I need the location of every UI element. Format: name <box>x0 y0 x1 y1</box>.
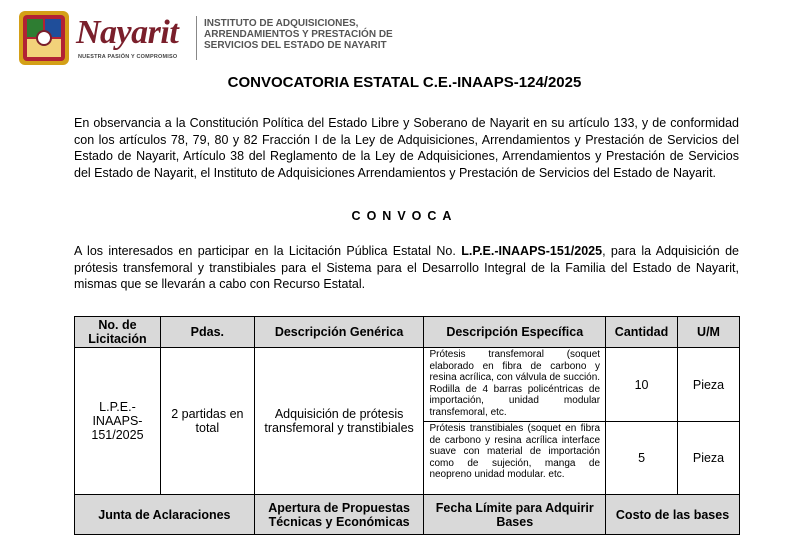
institute-line: INSTITUTO DE ADQUISICIONES, <box>204 18 359 29</box>
unit-cell: Pieza <box>678 348 740 422</box>
institute-name <box>204 18 424 51</box>
column-header: Descripción Genérica <box>254 317 424 348</box>
institute-line: ARRENDAMIENTOS Y PRESTACIÓN DE <box>204 29 393 40</box>
table-header-row <box>75 317 740 348</box>
column-header: No. de Licitación <box>75 317 161 348</box>
quantity-cell: 10 <box>606 348 678 422</box>
column-header: U/M <box>678 317 740 348</box>
specific-description-cell: Prótesis transfemoral (soquet elaborado en fibra de carbono y resina acrílica, con válvula de succión. Rodilla de 4 barras policéntricas de importación, unidad modular transfemoral, etc. <box>424 348 606 422</box>
quantity-cell: 5 <box>606 422 678 495</box>
invitation-paragraph <box>74 243 739 293</box>
column-header: Pdas. <box>160 317 254 348</box>
table-row <box>75 348 740 422</box>
column-header: Costo de las bases <box>606 495 740 535</box>
invitation-text: , para la Adquisición de prótesis transfemoral y transtibiales para el Sistema para el Desarrollo Integral de la Familia del Estado de Nayarit, mismas que se llevarán a cabo con Recurso Estatal. <box>74 244 739 291</box>
legal-basis-paragraph: En observancia a la Constitución Política del Estado Libre y Soberano de Nayarit en su artículo 133, y de conformidad con los artículos 78, 79, 80 y 82 Fracción I de la Ley de Adquisiciones, Arrendamientos y Prestación de Servicios del Estado de Nayarit, Artículo 38 del Reglamento de la Ley de Adquisiciones, Arrendamientos y Prestación de Servicios del Estado de Nayarit, el Instituto de Adquisiciones Arrendamientos y Prestación de Servicios del Estado de Nayarit. <box>74 116 739 180</box>
table-footer-header-row <box>75 495 740 535</box>
licitacion-table <box>74 316 740 535</box>
column-header: Fecha Límite para Adquirir Bases <box>424 495 606 535</box>
invitation-text: A los interesados en participar en la Licitación Pública Estatal No. <box>74 244 462 258</box>
brand-slogan: NUESTRA PASIÓN Y COMPROMISO <box>78 54 178 60</box>
partidas-cell: 2 partidas en total <box>160 348 254 495</box>
page-header <box>18 8 438 68</box>
brand-logo: Nayarit <box>76 14 179 51</box>
specific-description-cell: Prótesis transtibiales (soquet en fibra de carbono y resina acrílica interface suave con material de importación como de sujeción, manga de neopreno unidad modular. etc. <box>424 422 606 495</box>
column-header: Cantidad <box>606 317 678 348</box>
header-divider <box>196 16 197 60</box>
licitacion-cell: L.P.E.-INAAPS-151/2025 <box>75 348 161 495</box>
document-title: CONVOCATORIA ESTATAL C.E.-INAAPS-124/2025 <box>227 74 582 91</box>
column-header: Junta de Aclaraciones <box>75 495 255 535</box>
institute-line: SERVICIOS DEL ESTADO DE NAYARIT <box>204 40 387 51</box>
licitacion-number: L.P.E.-INAAPS-151/2025 <box>461 244 603 258</box>
generic-description-cell: Adquisición de prótesis transfemoral y transtibiales <box>254 348 424 495</box>
column-header: Descripción Específica <box>424 317 606 348</box>
state-seal-icon <box>18 10 70 66</box>
unit-cell: Pieza <box>678 422 740 495</box>
column-header: Apertura de Propuestas Técnicas y Económicas <box>254 495 424 535</box>
convoca-heading: CONVOCA <box>351 209 458 223</box>
